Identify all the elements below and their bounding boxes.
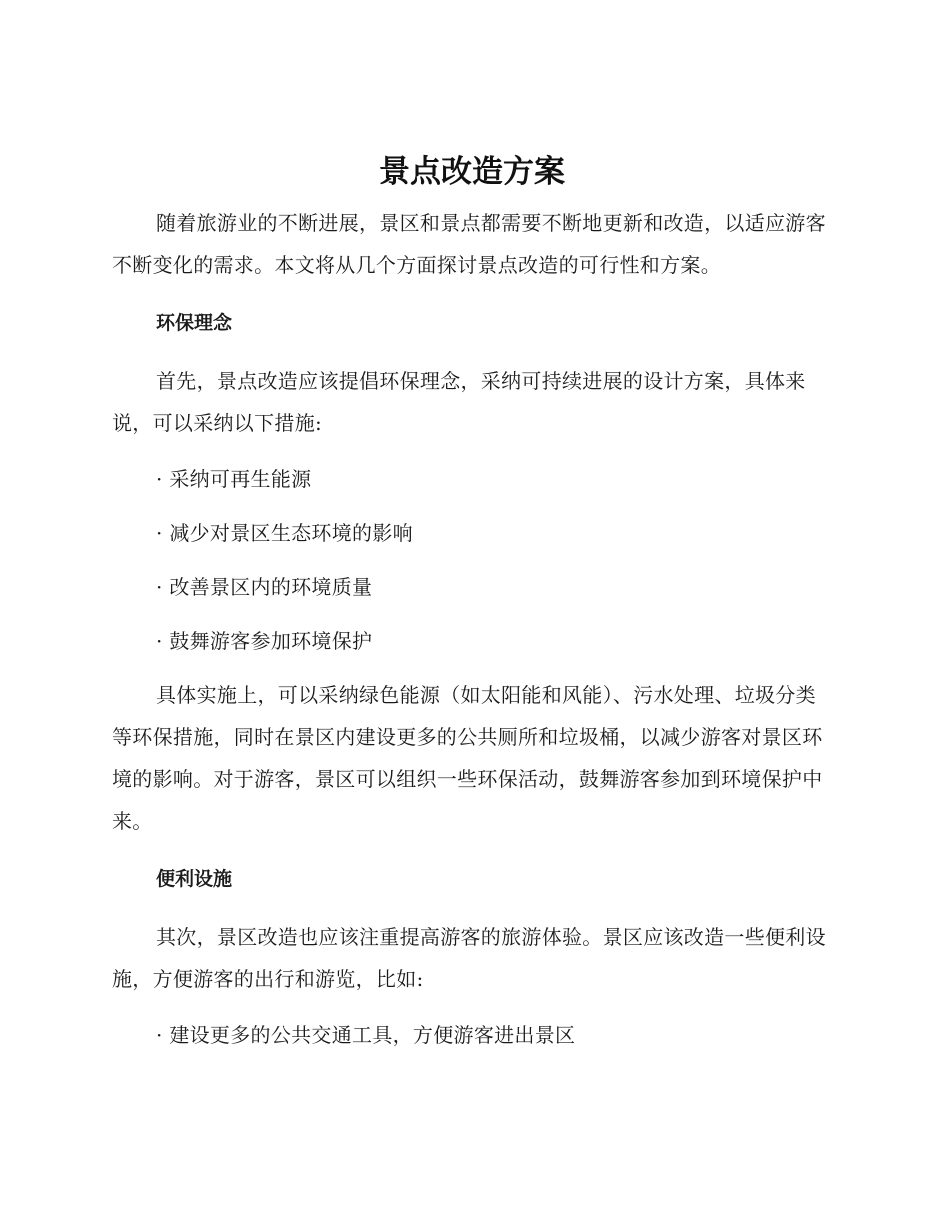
section-heading-environment: 环保理念 xyxy=(156,312,233,334)
spacer xyxy=(112,444,832,458)
spacer xyxy=(112,1000,832,1014)
spacer xyxy=(112,350,832,360)
section-environment-detail: 具体实施上，可以采纳绿色能源（如太阳能和风能）、污水处理、垃圾分类等环保措施，同时在景区内建设更多的公共厕所和垃圾桶，以减少游客对景区环境的影响。对于游客，景区可以组织一些环保活动，鼓舞游客参加到环境保护中来。 xyxy=(112,683,823,833)
spacer xyxy=(112,842,832,852)
section-environment-lead: 首先，景点改造应该提倡环保理念，采纳可持续进展的设计方案，具体来说，可以采纳以下措施: xyxy=(112,369,806,435)
document-page xyxy=(112,150,832,1068)
spacer xyxy=(112,286,832,296)
list-item: · 鼓舞游客参加环境保护 xyxy=(156,629,373,653)
spacer xyxy=(112,906,832,916)
section-heading-facilities: 便利设施 xyxy=(156,868,233,890)
intro-paragraph: 随着旅游业的不断进展，景区和景点都需要不断地更新和改造，以适应游客不断变化的需求。本文将从几个方面探讨景点改造的可行性和方案。 xyxy=(112,211,826,277)
list-item: · 采纳可再生能源 xyxy=(156,467,312,491)
list-item: · 减少对景区生态环境的影响 xyxy=(156,521,413,545)
list-item: · 改善景区内的环境质量 xyxy=(156,575,373,599)
section-facilities-lead: 其次，景区改造也应该注重提高游客的旅游体验。景区应该改造一些便利设施，方便游客的出行和游览，比如: xyxy=(112,925,826,991)
document-title: 景点改造方案 xyxy=(379,154,565,190)
list-item: · 建设更多的公共交通工具，方便游客进出景区 xyxy=(156,1023,576,1047)
